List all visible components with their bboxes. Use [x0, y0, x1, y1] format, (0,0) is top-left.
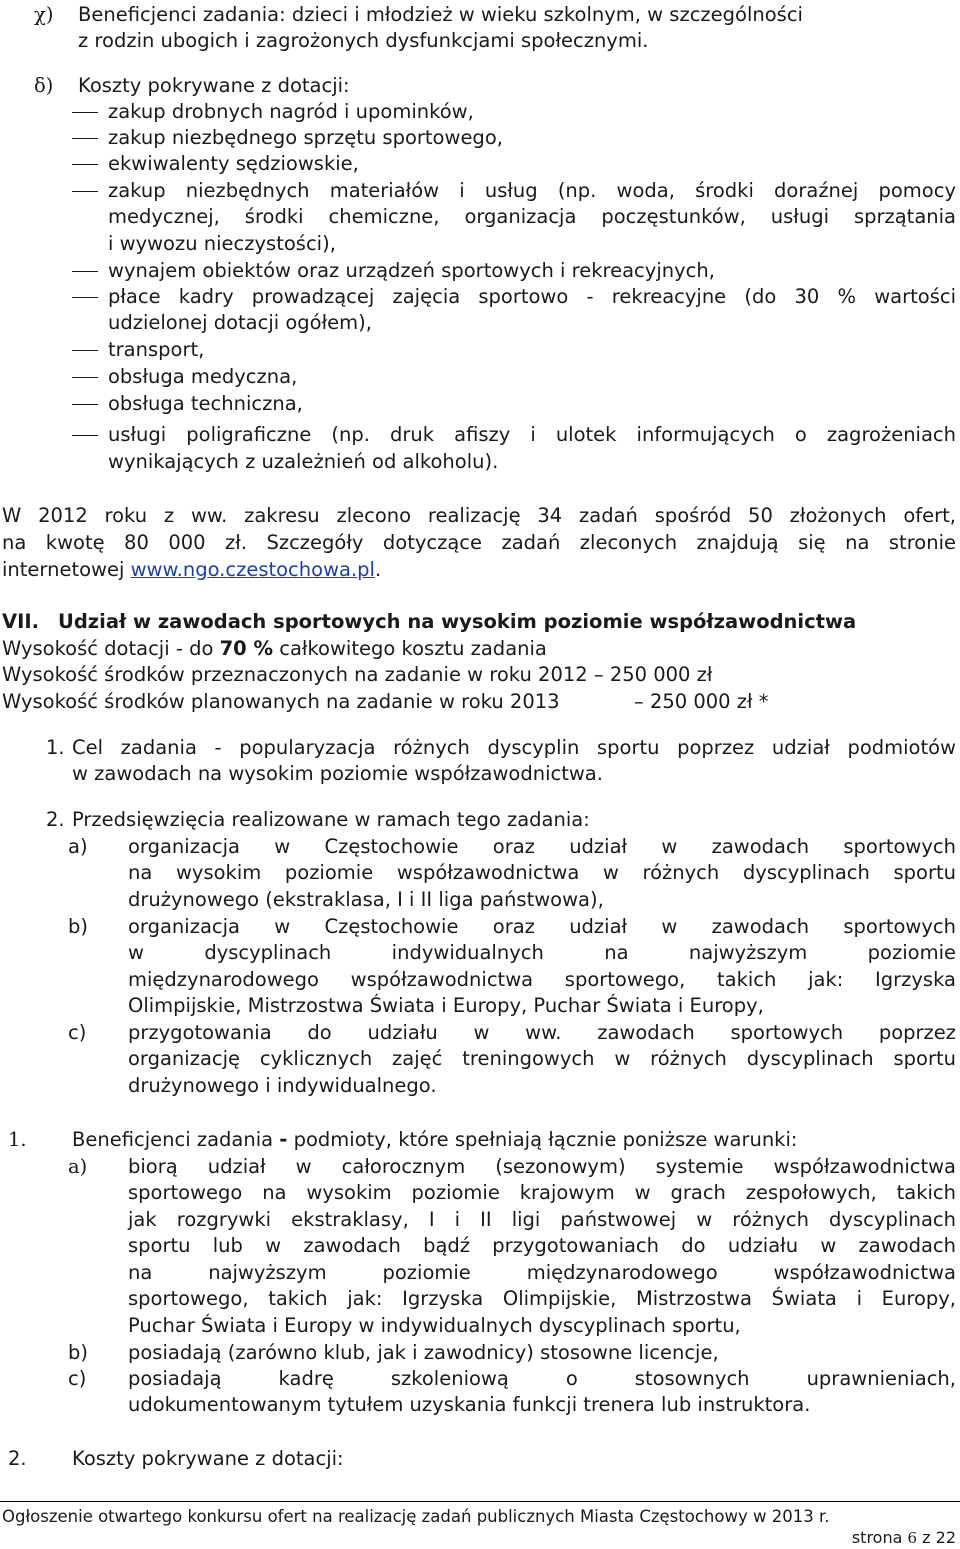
- condition-marker: a): [68, 1155, 88, 1178]
- dash-bullet: [72, 435, 98, 436]
- delta-heading: Koszty pokrywane z dotacji:: [78, 74, 350, 97]
- dash-bullet: [72, 297, 98, 298]
- costs2-heading: Koszty pokrywane z dotacji:: [72, 1447, 344, 1470]
- summary-line-3: internetowej www.ngo.czestochowa.pl.: [2, 558, 382, 581]
- cost-item: obsługa techniczna,: [108, 392, 303, 415]
- chi-line-1: Beneficjenci zadania: dzieci i młodzież w wieku szkolnym, w szczególności: [78, 3, 803, 26]
- project-line: w dyscyplinach indywidualnych na najwyższym poziomie: [128, 941, 956, 964]
- summary-line-1: W 2012 roku z ww. zakresu zlecono realizację 34 zadań spośród 50 złożonych ofert,: [2, 504, 956, 527]
- planned-2013-value: – 250 000 zł *: [634, 690, 769, 713]
- cost-item: ekwiwalenty sędziowskie,: [108, 152, 359, 175]
- allocated-2012-line: Wysokość środków przeznaczonych na zadanie w roku 2012 – 250 000 zł: [2, 663, 713, 686]
- cost-item: usługi poligraficzne (np. druk afiszy i ulotek informujących o zagrożeniach: [108, 423, 956, 446]
- project-line: Olimpijskie, Mistrzostwa Świata i Europy, Puchar Świata i Europy,: [128, 994, 764, 1017]
- dash-bullet: [72, 138, 98, 139]
- projects-marker: 2.: [46, 808, 65, 831]
- chi-line-2: z rodzin ubogich i zagrożonych dysfunkcjami społecznymi.: [78, 29, 649, 52]
- condition-line: Puchar Świata i Europy w indywidualnych dyscyplinach sportu,: [128, 1314, 741, 1337]
- dash-bullet: [72, 164, 98, 165]
- condition-line: posiadają kadrę szkoleniową o stosownych uprawnieniach,: [128, 1367, 956, 1390]
- cost-item: płace kadry prowadzącej zajęcia sportowo - rekreacyjne (do 30 % wartości: [108, 285, 956, 308]
- project-line: organizacja w Częstochowie oraz udział w zawodach sportowych: [128, 835, 956, 858]
- dash-bullet: [72, 377, 98, 378]
- condition-line: jak rozgrywki ekstraklasy, I i II ligi państwowej w różnych dyscyplinach: [128, 1208, 956, 1231]
- footer-divider: [0, 1501, 960, 1502]
- project-line: przygotowania do udziału w ww. zawodach sportowych poprzez: [128, 1021, 956, 1044]
- beneficiaries-marker: 1.: [8, 1128, 27, 1151]
- project-marker: b): [68, 915, 88, 938]
- goal-marker: 1.: [46, 736, 65, 759]
- dash-bullet: [72, 404, 98, 405]
- condition-line: udokumentowanym tytułem uzyskania funkcji trenera lub instruktora.: [128, 1393, 811, 1416]
- condition-line: sportowego na wysokim poziomie krajowym w grach zespołowych, takich: [128, 1181, 956, 1204]
- footer-text: Ogłoszenie otwartego konkursu ofert na realizację zadań publicznych Miasta Częstochowy w 2013 r.: [2, 1507, 830, 1526]
- cost-item: wynajem obiektów oraz urządzeń sportowych i rekreacyjnych,: [108, 259, 715, 282]
- project-line: drużynowego (ekstraklasa, I i II liga państwowa),: [128, 888, 604, 911]
- project-line: międzynarodowego współzawodnictwa sportowego, takich jak: Igrzyska: [128, 968, 956, 991]
- condition-line: biorą udział w całorocznym (sezonowym) systemie współzawodnictwa: [128, 1155, 956, 1178]
- cost-item: obsługa medyczna,: [108, 365, 298, 388]
- goal-line-2: w zawodach na wysokim poziomie współzawodnictwa.: [72, 762, 603, 785]
- dash-bullet: [72, 271, 98, 272]
- page-number: strona 6 z 22: [851, 1528, 956, 1547]
- cost-item: zakup niezbędnego sprzętu sportowego,: [108, 126, 503, 149]
- summary-line-2: na kwotę 80 000 zł. Szczegóły dotyczące zadań zleconych znajdują się na stronie: [2, 531, 956, 554]
- dash-bullet: [72, 350, 98, 351]
- cost-item-continued: medycznej, środki chemiczne, organizacja poczęstunków, usługi sprzątania: [108, 205, 956, 228]
- planned-2013-label: Wysokość środków planowanych na zadanie w roku 2013: [2, 690, 560, 713]
- ngo-website-link[interactable]: www.ngo.czestochowa.pl: [130, 558, 375, 581]
- chi-marker: χ): [34, 3, 54, 26]
- dash-bullet: [72, 191, 98, 192]
- project-line: organizację cyklicznych zajęć treningowych w różnych dyscyplinach sportu: [128, 1047, 956, 1070]
- cost-item-continued: i wywozu nieczystości),: [108, 232, 336, 255]
- dash-bullet: [72, 112, 98, 113]
- condition-line: sportu lub w zawodach bądź przygotowaniach do udziału w zawodach: [128, 1234, 956, 1257]
- section-number: VII.: [2, 610, 40, 633]
- cost-item-continued: udzielonej dotacji ogółem),: [108, 311, 372, 334]
- condition-line: na najwyższym poziomie międzynarodowego współzawodnictwa: [128, 1261, 956, 1284]
- costs2-marker: 2.: [8, 1447, 27, 1470]
- condition-line: posiadają (zarówno klub, jak i zawodnicy) stosowne licencje,: [128, 1341, 719, 1364]
- beneficiaries-heading: Beneficjenci zadania - podmioty, które spełniają łącznie poniższe warunki:: [72, 1128, 798, 1151]
- funding-line: Wysokość dotacji - do 70 % całkowitego kosztu zadania: [2, 637, 547, 660]
- delta-marker: δ): [34, 74, 54, 97]
- project-marker: a): [68, 835, 88, 858]
- condition-marker: c): [68, 1367, 87, 1390]
- cost-item-continued: wynikających z uzależnień od alkoholu).: [108, 450, 499, 473]
- section-title: Udział w zawodach sportowych na wysokim poziomie współzawodnictwa: [58, 610, 857, 633]
- project-line: drużynowego i indywidualnego.: [128, 1074, 437, 1097]
- cost-item: zakup niezbędnych materiałów i usług (np. woda, środki doraźnej pomocy: [108, 179, 956, 202]
- project-line: na wysokim poziomie współzawodnictwa w różnych dyscyplinach sportu: [128, 861, 956, 884]
- cost-item: transport,: [108, 338, 205, 361]
- condition-line: sportowego, takich jak: Igrzyska Olimpijskie, Mistrzostwa Świata i Europy,: [128, 1287, 956, 1310]
- cost-item: zakup drobnych nagród i upominków,: [108, 100, 474, 123]
- projects-heading: Przedsięwzięcia realizowane w ramach tego zadania:: [72, 808, 590, 831]
- goal-line-1: Cel zadania - popularyzacja różnych dyscyplin sportu poprzez udział podmiotów: [72, 736, 956, 759]
- project-marker: c): [68, 1021, 87, 1044]
- project-line: organizacja w Częstochowie oraz udział w zawodach sportowych: [128, 915, 956, 938]
- condition-marker: b): [68, 1341, 88, 1364]
